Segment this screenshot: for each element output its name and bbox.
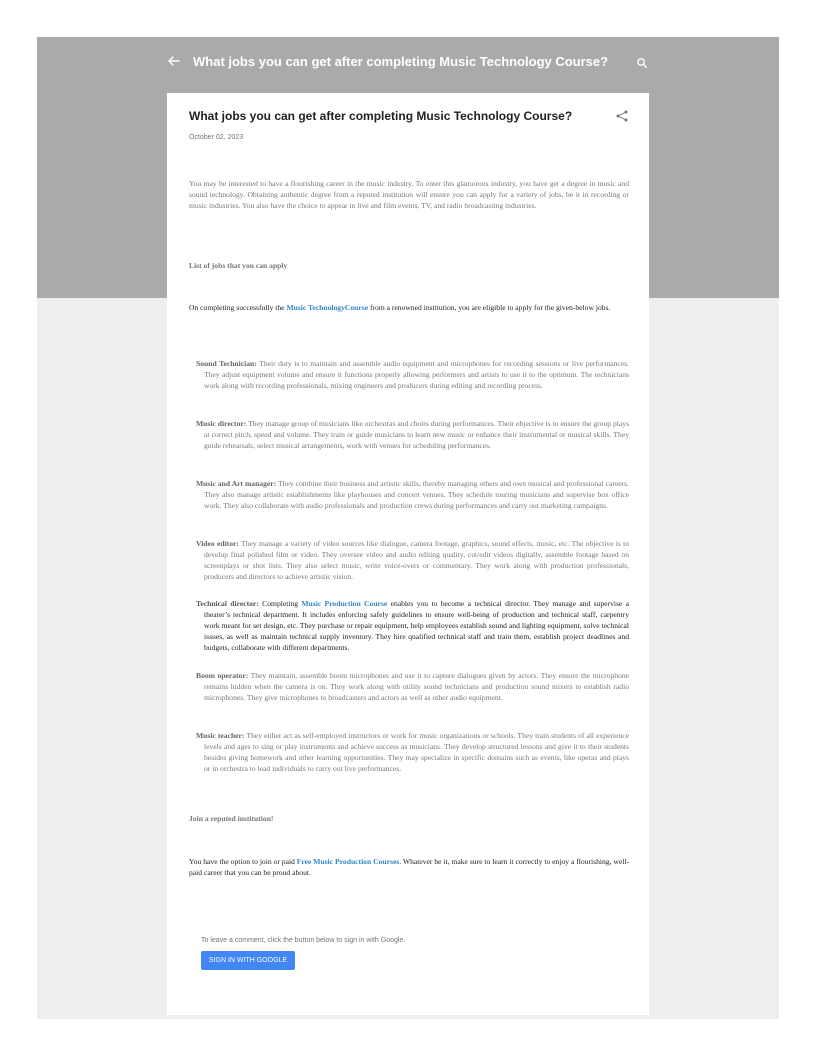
post-date: October 02, 2023 [189, 134, 244, 141]
comment-note: To leave a comment, click the button below to sign in with Google. [201, 937, 406, 944]
list-item: Video editor: They manage a variety of video sources like dialogue, camera footage, graphics, sound effects, music, etc. The objective is to develop final polished film or video. They oversee video and audio editing quality, cut/edit videos digitally, assemble footage based on screenplays or shot lists. They also select music, write voice-overs or commentary. They work along with production professionals, producers and directors to achieve artistic vision. [196, 539, 630, 582]
free-music-production-courses-link[interactable]: Free Music Production Courses [296, 857, 400, 866]
search-icon[interactable] [635, 56, 649, 70]
list-item: Music and Art manager: They combine their business and artistic skills, thereby managing others and own musical and professional careers. They also manage artistic establishments like playhouses and concert venues. They schedule touring musicians and supervise box office work. They also collaborate with audio professionals and production crews during performances and carry out marketing campaigns. [196, 479, 629, 511]
page-frame [37, 37, 779, 1019]
list-item: Boom operator: They maintain, assemble boom microphones and use it to capture dialogues given by actors. They ensure the microphone remains hidden when the camera is on. They work along with utility sound technicians and production sound mixers to establish radio microphones. They give microphones to broadcasters and actors as well as other audio equipment. [196, 671, 630, 703]
music-production-course-link[interactable]: Music Production Course [301, 599, 388, 608]
sign-in-with-google-button[interactable]: SIGN IN WITH GOOGLE [201, 951, 295, 970]
list-item: Music director: They manage group of musicians like orchestras and choirs during performances. Their objective is to ensure the group plays at correct pitch, speed and volume. They train or guide musicians to learn new music or enhance their instrumental or musical skills. They guide rehearsals, select musical arrangements, work with venues for scheduling performances. [196, 419, 629, 451]
closing-paragraph: You have the option to join or paid Free Music Production Courses. Whatever be it, make sure to learn it correctly to enjoy a flourishing, well-paid career that you can be proud about. [189, 857, 629, 878]
list-item: Technical director: Completing Music Production Course enables you to become a technical director. They manage and supervise a theater’s technical department. It includes enforcing safely guidelines to ensure well-being of production and technical staff, carpentry work meant for set design, etc. They purchase or repair equipment, help employees establish sound and lighting equipment, solve technical issues, as well as maintain technical supply inventory. They hire qualified technical staff and train them, establish project deadlines and budgets, collaborate with different departments. [196, 599, 630, 653]
list-item: Music teacher: They either act as self-employed instructors or work for music organizations or schools. They train students of all experience levels and ages to sing or play instruments and achieve success as musicians. They develop structured lessons and give it to their students besides giving homework and other learning opportunities. They may specialize in specific domains such as events, like operas and plays or in orchestra to lead individuals to carry out live performances. [196, 731, 629, 774]
post-card [167, 93, 649, 1015]
list-item: Sound Technician: Their duty is to maintain and assemble audio equipment and microphones for recording sessions or live performances. They adjust equipment volume and ensure it functions properly allowing performers and artists to use it to the optimum. The technicians work along with recording professionals, mixing engineers and producers during editing and recording process. [196, 359, 629, 391]
post-title: What jobs you can get after completing Music Technology Course? [189, 109, 573, 123]
intro-paragraph: You may be interested to have a flourishing career in the music industry. To enter this glamorous industry, you have get a degree in music and sound technology. Obtaining authentic degree from a reputed institution will ensure you can apply for a variety of jobs, be it in recording or music industries. You also have the choice to appear in live and film events, TV, and radio broadcasting industries. [189, 179, 629, 211]
jobs-heading: List of jobs that you can apply [189, 261, 288, 270]
eligibility-paragraph: On completing successfully the Music TechnologyCourse from a renowned institution, you are eligible to apply for the given-below jobs. [189, 303, 611, 312]
arrow-left-icon[interactable] [165, 52, 183, 70]
join-heading: Join a reputed institution! [189, 814, 274, 823]
share-icon[interactable] [615, 109, 629, 123]
music-technology-course-link[interactable]: Music TechnologyCourse [286, 303, 369, 312]
top-bar [37, 37, 779, 91]
blog-title[interactable]: What jobs you can get after completing Music Technology Course? [193, 54, 609, 69]
